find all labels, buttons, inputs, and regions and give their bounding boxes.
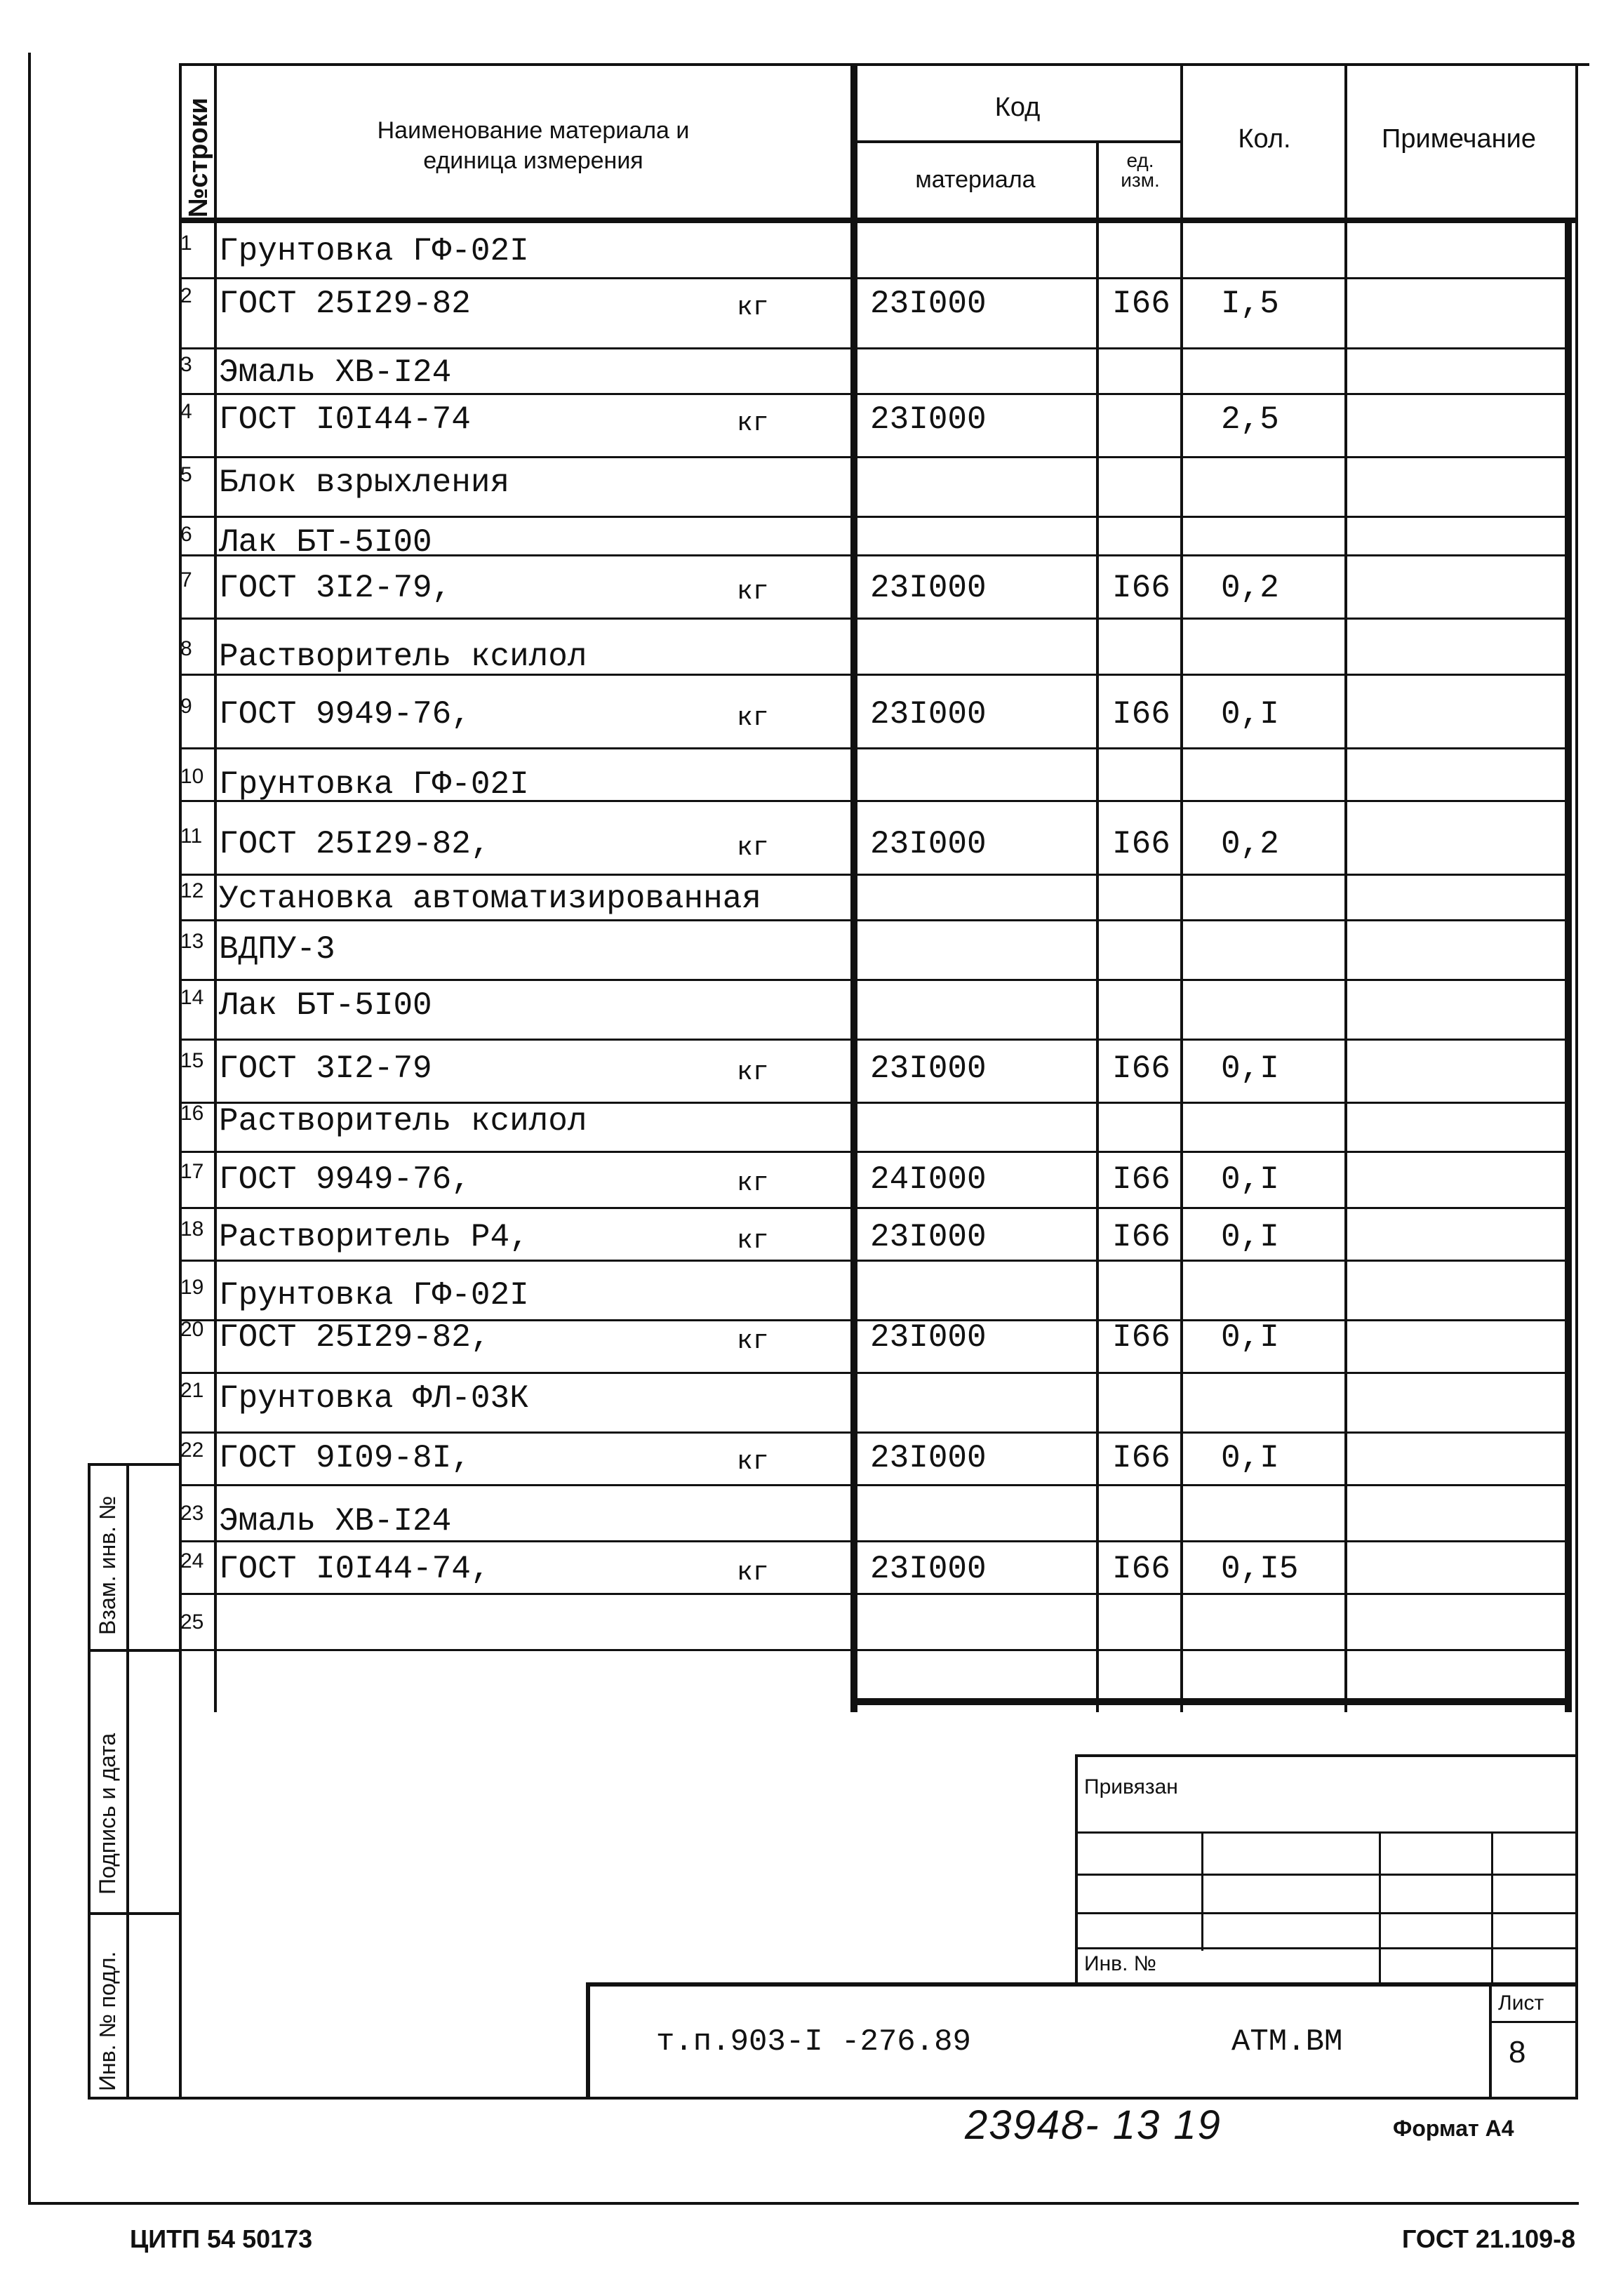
side-sep-1 xyxy=(88,1649,179,1652)
privyazan-r3 xyxy=(1075,1912,1576,1914)
row-name: ГОСТ 3I2-79, xyxy=(219,570,452,606)
row-code: 23I000 xyxy=(870,1319,987,1356)
side-col-left xyxy=(88,1463,91,2098)
row-divider xyxy=(179,1260,1572,1262)
row-name: Эмаль ХВ-I24 xyxy=(219,354,452,391)
row-name: ГОСТ 25I29-82, xyxy=(219,1319,490,1356)
row-number: 17 xyxy=(180,1160,204,1183)
row-name: Растворитель ксилол xyxy=(219,639,587,675)
row-name: ГОСТ 9949-76, xyxy=(219,1161,471,1198)
row-qty: 0,I xyxy=(1221,1440,1279,1476)
footer-left-code: ЦИТП 54 50173 xyxy=(130,2224,313,2253)
row-number: 23 xyxy=(180,1502,204,1525)
row-name: Эмаль ХВ-I24 xyxy=(219,1503,452,1540)
row-qty: 0,I xyxy=(1221,1219,1279,1255)
row-divider xyxy=(179,1484,1572,1486)
side-col-mid xyxy=(126,1463,129,2098)
row-number: 11 xyxy=(180,825,203,848)
row-name: Блок взрыхления xyxy=(219,465,510,501)
header-code: Код xyxy=(994,93,1041,122)
row-qty: 0,I xyxy=(1221,1161,1279,1198)
row-name: Грунтовка ГФ-02I xyxy=(219,1277,529,1314)
row-ucode: I66 xyxy=(1112,1161,1170,1198)
privyazan-c3 xyxy=(1491,1831,1493,1986)
row-number: 13 xyxy=(180,930,204,953)
row-unit: кг xyxy=(737,293,769,323)
row-code: 23I000 xyxy=(870,696,987,733)
side-inv-podl: Инв. № подл. xyxy=(95,1951,120,2091)
row-name: ГОСТ I0I44-74, xyxy=(219,1551,490,1587)
row-divider xyxy=(179,747,1572,749)
row-qty: 0,2 xyxy=(1221,570,1279,606)
row-number: 12 xyxy=(180,879,204,902)
table-right-bold xyxy=(1565,218,1572,1712)
table-bottom-bold xyxy=(850,1698,1572,1705)
row-divider xyxy=(179,1593,1572,1595)
row-number: 25 xyxy=(180,1610,204,1634)
header-qty: Кол. xyxy=(1238,124,1291,154)
row-name: Лак БТ-5I00 xyxy=(219,987,432,1024)
row-name: ГОСТ I0I44-74 xyxy=(219,401,471,438)
row-name: Установка автоматизированная xyxy=(219,881,761,917)
row-ucode: I66 xyxy=(1112,826,1170,862)
row-unit: кг xyxy=(737,408,769,439)
row-divider xyxy=(179,1151,1572,1153)
row-number: 4 xyxy=(180,400,192,423)
privyazan-r4 xyxy=(1075,1947,1576,1949)
row-divider xyxy=(179,516,1572,518)
row-ucode: I66 xyxy=(1112,286,1170,322)
row-number: 14 xyxy=(180,986,204,1009)
row-code: 23I000 xyxy=(870,826,987,862)
row-ucode: I66 xyxy=(1112,696,1170,733)
bottom-border xyxy=(88,2097,1578,2100)
header-note: Примечание xyxy=(1382,124,1536,154)
row-qty: 0,I5 xyxy=(1221,1551,1299,1587)
row-name: ГОСТ 9949-76, xyxy=(219,696,471,733)
privyazan-r1 xyxy=(1075,1831,1576,1834)
header-code-unit: ед. изм. xyxy=(1121,149,1160,191)
row-unit: кг xyxy=(737,833,769,863)
row-ucode: I66 xyxy=(1112,1050,1170,1087)
row-code: 23I000 xyxy=(870,1440,987,1476)
row-name: ГОСТ 3I2-79 xyxy=(219,1050,432,1087)
sheet-cell-sep xyxy=(1489,2021,1576,2023)
row-qty: 0,I xyxy=(1221,696,1279,733)
row-divider xyxy=(179,1207,1572,1209)
footer-right-code: ГОСТ 21.109-8 xyxy=(1402,2224,1576,2253)
row-qty: I,5 xyxy=(1221,286,1279,322)
title-block-top xyxy=(586,1982,1576,1987)
row-name: Лак БТ-5I00 xyxy=(219,524,432,561)
row-divider xyxy=(179,277,1572,279)
row-name: ГОСТ 9I09-8I, xyxy=(219,1440,471,1476)
row-number: 9 xyxy=(180,695,192,718)
privyazan-top xyxy=(1075,1754,1576,1757)
row-number: 3 xyxy=(180,353,192,376)
privyazan-c2 xyxy=(1379,1831,1381,1986)
side-sep-2 xyxy=(88,1912,179,1915)
row-ucode: I66 xyxy=(1112,1319,1170,1356)
sheet-number: 8 xyxy=(1509,2035,1526,2069)
privyazan-r2 xyxy=(1075,1874,1576,1876)
row-number: 24 xyxy=(180,1549,204,1573)
col-unit-sep xyxy=(1180,63,1183,1712)
header-row-no: №строки xyxy=(184,98,213,218)
header-name: Наименование материала и единица измерения xyxy=(377,117,690,174)
row-number: 22 xyxy=(180,1439,204,1462)
row-name: ВДПУ-3 xyxy=(219,931,335,968)
col-name-sep xyxy=(850,63,857,1712)
row-divider xyxy=(179,347,1572,349)
row-number: 20 xyxy=(180,1318,204,1341)
bottom-margin-line xyxy=(28,2202,1579,2205)
row-number: 7 xyxy=(180,568,192,592)
row-unit: кг xyxy=(737,1057,769,1088)
row-code: 23I000 xyxy=(870,401,987,438)
row-number: 5 xyxy=(180,463,192,486)
left-margin-line xyxy=(28,53,31,2203)
doc-code: т.п.903-I -276.89 xyxy=(656,2024,971,2060)
row-code: 23I000 xyxy=(870,570,987,606)
row-qty: 0,2 xyxy=(1221,826,1279,862)
row-code: 23I000 xyxy=(870,1219,987,1255)
row-number: 8 xyxy=(180,637,192,660)
row-ucode: I66 xyxy=(1112,570,1170,606)
row-divider xyxy=(179,919,1572,921)
row-unit: кг xyxy=(737,703,769,733)
row-name: Грунтовка ГФ-02I xyxy=(219,766,529,803)
row-number: 19 xyxy=(180,1276,204,1299)
row-divider xyxy=(179,1431,1572,1434)
row-number: 18 xyxy=(180,1217,204,1241)
row-divider xyxy=(179,979,1572,981)
sheet-cell-left xyxy=(1489,1982,1492,2098)
side-top xyxy=(88,1463,179,1466)
top-border xyxy=(179,63,1589,66)
row-unit: кг xyxy=(737,577,769,607)
privyazan-label: Привязан xyxy=(1084,1775,1178,1798)
row-number: 15 xyxy=(180,1049,204,1072)
row-qty: 0,I xyxy=(1221,1050,1279,1087)
format-label: Формат А4 xyxy=(1393,2116,1514,2141)
row-qty: 2,5 xyxy=(1221,401,1279,438)
row-divider xyxy=(179,393,1572,395)
row-number: 6 xyxy=(180,523,192,546)
header-code-sep xyxy=(853,140,1182,143)
row-unit: кг xyxy=(737,1447,769,1477)
row-number: 10 xyxy=(180,765,204,788)
row-divider xyxy=(179,618,1572,620)
row-divider xyxy=(179,1372,1572,1374)
row-name: ГОСТ 25I29-82 xyxy=(219,286,471,322)
row-unit: кг xyxy=(737,1558,769,1588)
col-code-sep xyxy=(1096,140,1099,1712)
row-ucode: I66 xyxy=(1112,1551,1170,1587)
title-block-left xyxy=(586,1982,590,2098)
row-unit: кг xyxy=(737,1226,769,1256)
right-border xyxy=(1575,63,1578,2098)
privyazan-left xyxy=(1075,1754,1078,1986)
doc-mark: АТМ.ВМ xyxy=(1231,2024,1343,2060)
row-number: 1 xyxy=(180,232,192,255)
header-code-material: материала xyxy=(915,166,1036,193)
row-unit: кг xyxy=(737,1326,769,1356)
row-number: 16 xyxy=(180,1102,204,1125)
row-code: 23I000 xyxy=(870,1551,987,1587)
row-qty: 0,I xyxy=(1221,1319,1279,1356)
row-number: 21 xyxy=(180,1379,204,1402)
row-code: 24I000 xyxy=(870,1161,987,1198)
privyazan-c1 xyxy=(1201,1831,1203,1951)
row-unit: кг xyxy=(737,1168,769,1199)
row-ucode: I66 xyxy=(1112,1219,1170,1255)
row-code: 23I000 xyxy=(870,286,987,322)
row-name: Растворитель ксилол xyxy=(219,1103,587,1140)
row-code: 23I000 xyxy=(870,1050,987,1087)
row-name: ГОСТ 25I29-82, xyxy=(219,826,490,862)
row-number: 2 xyxy=(180,284,192,307)
row-name: Грунтовка ГФ-02I xyxy=(219,233,529,269)
inv-no-label: Инв. № xyxy=(1084,1952,1156,1975)
row-divider xyxy=(179,1540,1572,1542)
row-name: Растворитель Р4, xyxy=(219,1219,529,1255)
row-divider xyxy=(179,1649,1572,1651)
side-zam-inv: Взам. инв. № xyxy=(95,1495,120,1635)
col-qty-sep xyxy=(1344,63,1347,1712)
row-divider xyxy=(179,456,1572,458)
row-ucode: I66 xyxy=(1112,1440,1170,1476)
side-sign-date: Подпись и дата xyxy=(95,1733,120,1895)
sheet-label: Лист xyxy=(1498,1991,1544,2015)
row-divider xyxy=(179,1039,1572,1041)
row-name: Грунтовка ФЛ-03К xyxy=(219,1380,529,1417)
row-divider xyxy=(179,874,1572,876)
handwritten-number: 23948- 13 19 xyxy=(965,2102,1222,2148)
header-bottom xyxy=(179,218,1578,223)
